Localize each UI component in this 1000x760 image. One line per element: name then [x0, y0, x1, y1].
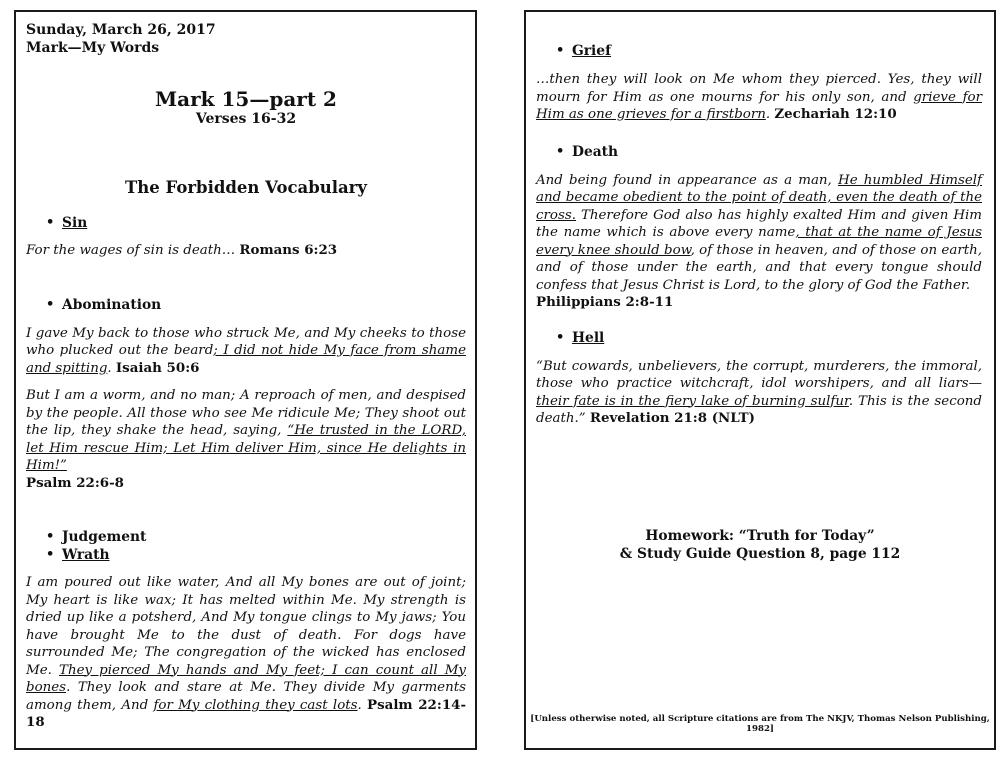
- quote-underlined: for My clothing they cast lots: [153, 697, 358, 713]
- quote-underlined: ; I did not hide My face from shame and spitting: [26, 343, 467, 376]
- bullet-label: Death: [572, 143, 619, 160]
- hell-quote: [536, 358, 982, 428]
- quote-text: Therefore God also has highly exalted Him and given Him the name which is above every name: [536, 207, 982, 240]
- citation: Psalm 22:14-18: [26, 696, 467, 730]
- left-page: [14, 10, 477, 750]
- quote-text: And being found in appearance as a man,: [536, 172, 839, 188]
- homework-line-1: Homework: “Truth for Today”: [645, 528, 875, 544]
- wrath-quote: [26, 574, 466, 732]
- bullet-death: [536, 143, 982, 161]
- bullet-sin: [26, 214, 466, 232]
- quote-text: . This is the second death.”: [536, 393, 982, 426]
- footnote: [Unless otherwise noted, all Scripture citations are from The NKJV, Thomas Nelson Publishing, 1982]: [530, 714, 990, 734]
- right-page: [524, 10, 996, 750]
- quote-text: . They look and stare at Me. They divide My garments among them, And: [26, 680, 466, 713]
- quote-underlined: grieve for Him as one grieves for a firstborn: [536, 89, 982, 122]
- citation: Romans 6:23: [239, 242, 338, 258]
- bullet-icon: •: [556, 43, 565, 58]
- quote-underlined: their fate is in the fiery lake of burning sulfur: [536, 393, 849, 409]
- bullet-icon: •: [46, 215, 55, 230]
- quote-text: .: [357, 697, 368, 713]
- citation: Isaiah 50:6: [115, 359, 200, 376]
- quote-text: For the wages of sin is death…: [26, 243, 240, 258]
- quote-underlined: They pierced My hands and My feet; I can count all My bones: [26, 662, 466, 695]
- citation: Philippians 2:8-11: [536, 294, 674, 310]
- sin-quote: [26, 242, 466, 260]
- death-quote: [536, 172, 982, 312]
- quote-text: .: [765, 107, 775, 122]
- quote-text: , of those in heaven, and of those on earth, and of those under the earth, and that every tongue should confess that Jesus Christ is Lord, to the glory of God the Father.: [536, 242, 983, 293]
- abomination-quote-2: [26, 387, 466, 492]
- bullet-icon: •: [556, 143, 565, 159]
- bullet-label: Abomination: [62, 296, 162, 313]
- quote-text: “But cowards, unbelievers, the corrupt, murderers, the immoral, those who practice witchcraft, idol worshipers, and all liars—: [536, 358, 982, 391]
- bullet-label: Hell: [572, 329, 605, 346]
- section-heading: The Forbidden Vocabulary: [125, 178, 367, 197]
- quote-text: But I am a worm, and no man; A reproach of men, and despised by the people. All those who see Me ridicule Me; They shoot out the lip, they shake the head, saying,: [26, 388, 466, 438]
- page-title: Mark 15—part 2: [155, 87, 337, 111]
- bullet-wrath: [26, 546, 466, 564]
- quote-text: I gave My back to those who struck Me, and My cheeks to those who plucked out the beard: [26, 325, 466, 358]
- citation: Revelation 21:8 (NLT): [589, 410, 755, 426]
- bullet-label: Grief: [572, 43, 612, 59]
- bullet-label: Sin: [62, 215, 88, 231]
- grief-quote: [536, 71, 982, 124]
- bullet-label: Judgement: [62, 529, 147, 545]
- bullet-icon: •: [556, 329, 565, 345]
- quote-underlined: “He trusted in the LORD, let Him rescue Him; Let Him deliver Him, since He delights in Him!”: [26, 423, 466, 473]
- homework-note: [526, 527, 994, 563]
- citation: Psalm 22:6-8: [26, 474, 124, 491]
- bullet-icon: •: [46, 296, 55, 312]
- quote-underlined: , that at the name of Jesus every knee should bow: [536, 225, 982, 258]
- citation: Zechariah 12:10: [774, 106, 897, 122]
- bullet-judgement: [26, 528, 466, 546]
- quote-text: .: [107, 360, 116, 376]
- bullet-grief: [536, 42, 982, 60]
- quote-text: I am poured out like water, And all My bones are out of joint; My heart is like wax; It has melted within Me. My strength is dried up like a potsherd, And My tongue clings to My jaws; You have brought Me to the dust of death. For dogs have surrounded Me; The congregation of the wicked has enclosed Me.: [26, 575, 466, 678]
- bullet-icon: •: [46, 547, 55, 562]
- bullet-icon: •: [46, 529, 55, 544]
- bullet-hell: [536, 329, 982, 347]
- bullet-abomination: [26, 296, 466, 314]
- series-title: Mark—My Words: [26, 39, 160, 56]
- homework-line-2: & Study Guide Question 8, page 112: [619, 546, 901, 562]
- date: Sunday, March 26, 2017: [26, 22, 216, 38]
- quote-underlined: He humbled Himself and became obedient to the point of death, even the death of the cross.: [536, 172, 982, 223]
- abomination-quote-1: [26, 325, 466, 378]
- page-subtitle: Verses 16-32: [195, 111, 297, 127]
- bullet-label: Wrath: [62, 547, 110, 563]
- quote-text: …then they will look on Me whom they pierced. Yes, they will mourn for Him as one mourns for his only son, and: [536, 72, 982, 105]
